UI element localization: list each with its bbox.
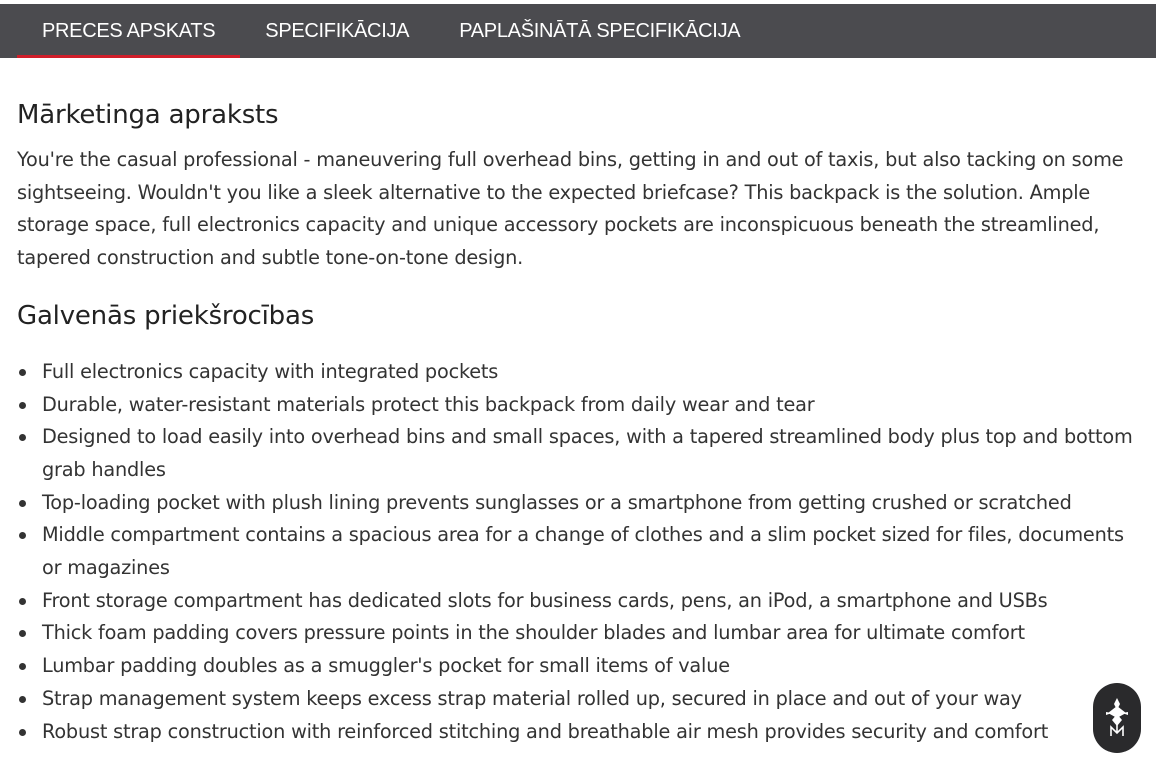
tab-paplasinata-specifikacija[interactable]: PAPLAŠINĀTĀ SPECIFIKĀCIJA (459, 19, 741, 42)
bullet-icon (19, 434, 26, 441)
benefit-item (17, 519, 1142, 584)
marketing-title: Mārketinga apraksts (17, 100, 279, 130)
benefit-item (17, 356, 1142, 389)
benefit-item (17, 585, 1142, 618)
help-badge-button[interactable] (1093, 683, 1141, 753)
bullet-icon (19, 598, 26, 605)
benefit-item (17, 716, 1142, 749)
benefits-list (17, 356, 1142, 748)
marketing-description: You're the casual professional - maneuvering full overhead bins, getting in and out of taxis, but also tacking on some sightseeing. Wouldn't you like a sleek alternative to the expected briefcase? This backpack is the solution. Ample storage space, full electronics capacity and unique accessory pockets are inconspicuous beneath the streamlined, tapered construction and subtle tone-on-tone design. (17, 148, 1124, 270)
benefit-item (17, 389, 1142, 422)
benefit-text: Top-loading pocket with plush lining prevents sunglasses or a smartphone from getting crushed or scratched (42, 490, 1072, 514)
benefit-text: Durable, water-resistant materials protect this backpack from daily wear and tear (42, 392, 815, 416)
benefit-text: Designed to load easily into overhead bins and small spaces, with a tapered streamlined body plus top and bottom grab handles (42, 425, 1133, 481)
benefit-text: Front storage compartment has dedicated slots for business cards, pens, an iPod, a smartphone and USBs (42, 588, 1048, 612)
benefit-item (17, 650, 1142, 683)
bullet-icon (19, 663, 26, 670)
benefit-text: Robust strap construction with reinforced stitching and breathable air mesh provides security and comfort (42, 719, 1049, 743)
benefit-text: Lumbar padding doubles as a smuggler's pocket for small items of value (42, 654, 730, 678)
tab-content (17, 58, 1142, 748)
bullet-icon (19, 369, 26, 376)
bullet-icon (19, 696, 26, 703)
benefit-item (17, 683, 1142, 716)
tree-logo-icon (1102, 696, 1132, 740)
benefit-item (17, 421, 1142, 486)
benefits-title: Galvenās priekšrocības (17, 300, 315, 331)
benefit-item (17, 617, 1142, 650)
tab-bar (0, 4, 1156, 58)
benefit-text: Full electronics capacity with integrated pockets (42, 359, 499, 383)
benefit-text: Strap management system keeps excess strap material rolled up, secured in place and out of your way (42, 686, 1022, 710)
tab-preces-apskats[interactable]: PRECES APSKATS (17, 4, 240, 58)
benefit-text: Thick foam padding covers pressure points in the shoulder blades and lumbar area for ultimate comfort (42, 621, 1025, 645)
bullet-icon (19, 402, 26, 409)
bullet-icon (19, 729, 26, 736)
bullet-icon (19, 630, 26, 637)
bullet-icon (19, 532, 26, 539)
bullet-icon (19, 500, 26, 507)
benefit-text: Middle compartment contains a spacious area for a change of clothes and a slim pocket sized for files, documents or magazines (42, 523, 1124, 580)
tab-specifikacija[interactable]: SPECIFIKĀCIJA (265, 19, 410, 42)
benefit-item (17, 487, 1142, 520)
